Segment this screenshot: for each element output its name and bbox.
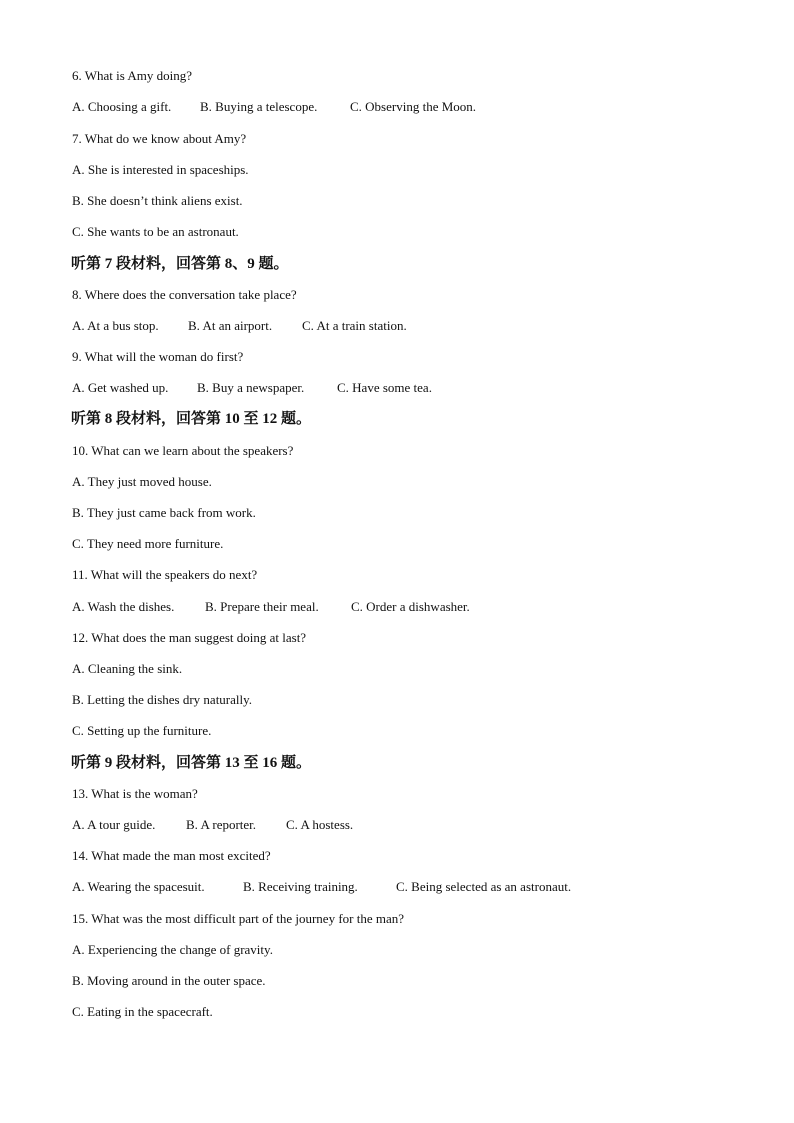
question-15-prompt: 15. What was the most difficult part of the journey for the man?	[72, 911, 405, 926]
question-7-option-b: B. She doesn’t think aliens exist.	[72, 193, 243, 208]
option-c: C. At a train station.	[302, 318, 407, 333]
option-a: A. Wearing the spacesuit.	[72, 879, 205, 894]
option-a: A. A tour guide.	[72, 817, 156, 832]
question-9-options	[72, 380, 432, 396]
section-heading-8: 听第 8 段材料，回答第 10 至 12 题。	[71, 411, 312, 427]
section-heading-9: 听第 9 段材料，回答第 13 至 16 题。	[71, 755, 312, 771]
option-b: B. A reporter.	[186, 817, 257, 832]
question-10-prompt: 10. What can we learn about the speakers?	[72, 443, 294, 458]
section-heading-7: 听第 7 段材料，回答第 8、9 题。	[71, 256, 289, 272]
question-12-option-a: A. Cleaning the sink.	[72, 661, 183, 676]
question-7-option-a: A. She is interested in spaceships.	[72, 162, 249, 177]
question-12-option-c: C. Setting up the furniture.	[72, 723, 212, 738]
option-c: C. Order a dishwasher.	[351, 599, 470, 614]
question-10-option-a: A. They just moved house.	[72, 474, 212, 489]
option-b: B. Buying a telescope.	[200, 99, 318, 114]
question-13-options	[72, 817, 354, 833]
option-a: A. Get washed up.	[72, 380, 169, 395]
question-8-options	[72, 318, 407, 334]
option-b: B. Buy a newspaper.	[197, 380, 305, 395]
question-13-prompt: 13. What is the woman?	[72, 786, 198, 801]
option-a: A. At a bus stop.	[72, 318, 159, 333]
option-c: C. Observing the Moon.	[350, 99, 477, 114]
question-14-options	[72, 879, 572, 895]
question-15-option-b: B. Moving around in the outer space.	[72, 973, 266, 988]
question-11-prompt: 11. What will the speakers do next?	[72, 567, 258, 582]
question-7-option-c: C. She wants to be an astronaut.	[72, 224, 239, 239]
question-12-prompt: 12. What does the man suggest doing at last?	[72, 630, 307, 645]
question-15-option-a: A. Experiencing the change of gravity.	[72, 942, 273, 957]
question-12-option-b: B. Letting the dishes dry naturally.	[72, 692, 253, 707]
option-c: C. Being selected as an astronaut.	[396, 879, 572, 894]
question-8-prompt: 8. Where does the conversation take place?	[72, 287, 297, 302]
question-11-options	[72, 599, 470, 615]
option-b: B. At an airport.	[188, 318, 273, 333]
question-9-prompt: 9. What will the woman do first?	[72, 349, 244, 364]
option-b: B. Prepare their meal.	[205, 599, 319, 614]
option-c: C. Have some tea.	[337, 380, 432, 395]
option-b: B. Receiving training.	[243, 879, 358, 894]
option-a: A. Choosing a gift.	[72, 99, 172, 114]
question-6-options	[72, 99, 477, 115]
question-15-option-c: C. Eating in the spacecraft.	[72, 1004, 213, 1019]
option-a: A. Wash the dishes.	[72, 599, 175, 614]
question-14-prompt: 14. What made the man most excited?	[72, 848, 271, 863]
question-7-prompt: 7. What do we know about Amy?	[72, 131, 247, 146]
option-c: C. A hostess.	[286, 817, 354, 832]
question-10-option-c: C. They need more furniture.	[72, 536, 224, 551]
question-10-option-b: B. They just came back from work.	[72, 505, 256, 520]
question-6-prompt: 6. What is Amy doing?	[72, 68, 193, 83]
